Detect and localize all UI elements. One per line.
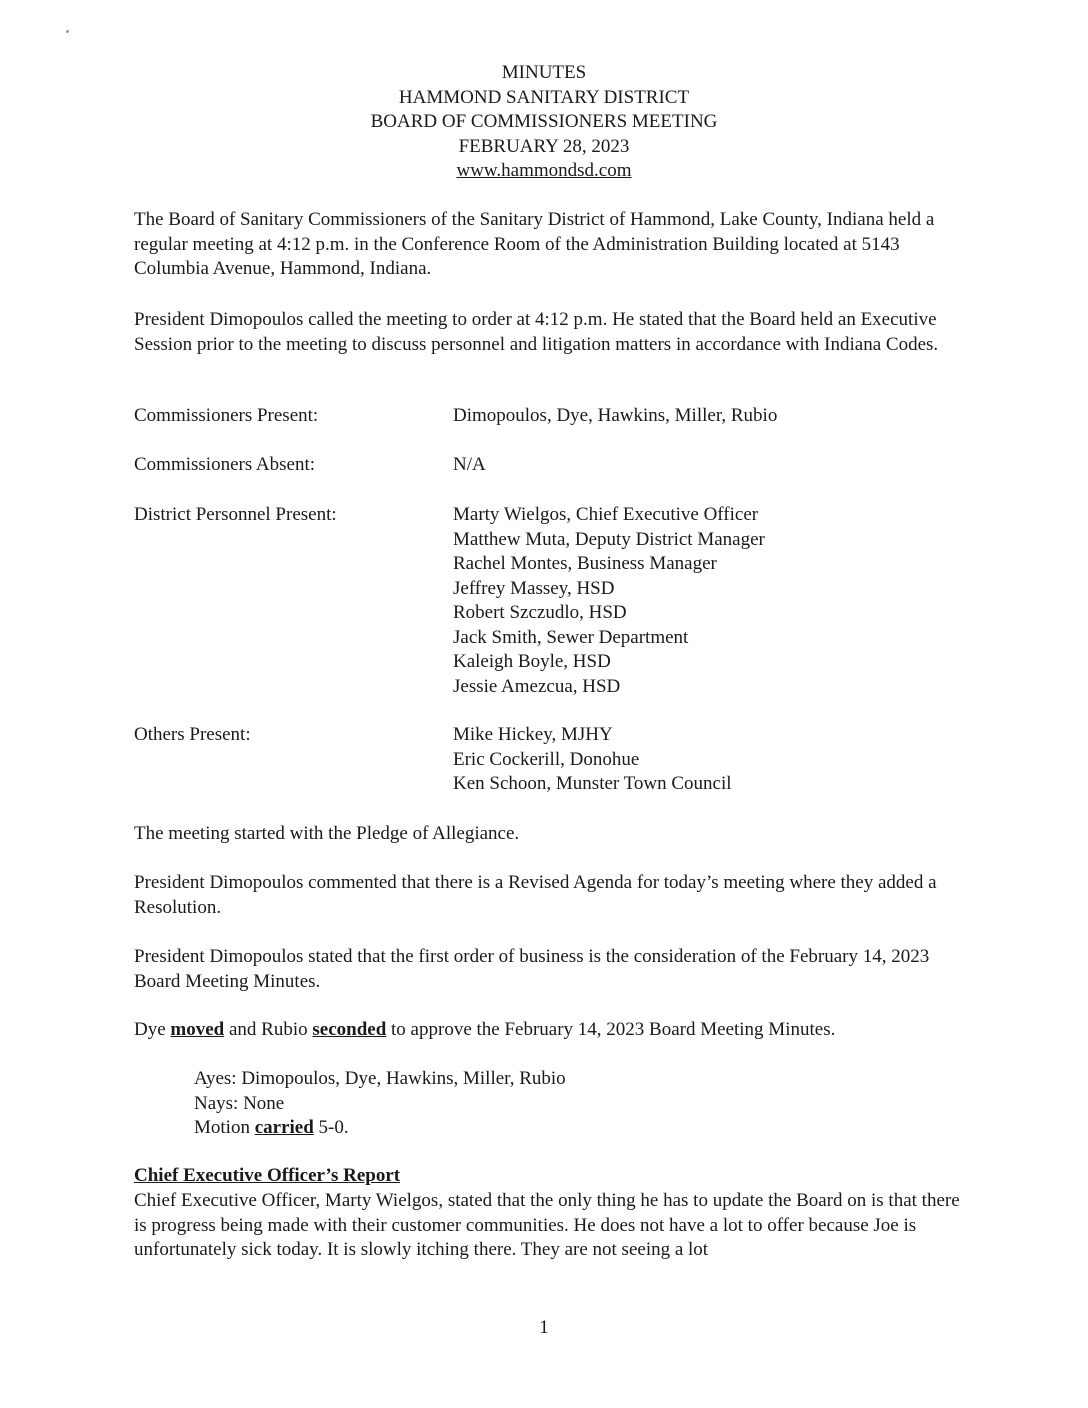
personnel-item: Jeffrey Massey, HSD — [453, 577, 615, 599]
motion-paragraph — [134, 1018, 964, 1043]
commissioners-absent-value: N/A — [453, 454, 486, 475]
personnel-item: Kaleigh Boyle, HSD — [453, 651, 611, 672]
call-to-order-paragraph: President Dimopoulos called the meeting to order at 4:12 p.m. He stated that the Board held an Executive Session prior to the meeting to discuss personnel and litigation matters in accordance with Indiana Codes. — [134, 309, 939, 355]
moved-keyword: moved — [170, 1019, 225, 1040]
carried-keyword: carried — [254, 1117, 314, 1138]
commissioners-absent-label: Commissioners Absent: — [134, 454, 316, 475]
personnel-item: Robert Szczudlo, HSD — [453, 602, 627, 623]
personnel-item: Marty Wielgos, Chief Executive Officer — [453, 504, 759, 525]
scan-speck — [66, 30, 69, 33]
personnel-item: Matthew Muta, Deputy District Manager — [453, 528, 765, 550]
header-date: FEBRUARY 28, 2023 — [458, 135, 630, 157]
district-personnel-list — [453, 503, 953, 699]
personnel-item: Jack Smith, Sewer Department — [453, 626, 689, 648]
commissioners-present-label: Commissioners Present: — [134, 405, 319, 426]
motion-result-prefix: Motion — [194, 1117, 255, 1138]
first-order-paragraph: President Dimopoulos stated that the first order of business is the consideration of the February 14, 2023 Board Meeting Minutes. — [134, 946, 930, 992]
district-personnel-label: District Personnel Present: — [134, 504, 337, 525]
motion-text: and Rubio — [224, 1019, 313, 1040]
personnel-item: Rachel Montes, Business Manager — [453, 553, 717, 574]
header-url-link[interactable]: www.hammondsd.com — [456, 160, 632, 181]
vote-block — [194, 1067, 566, 1141]
others-item: Ken Schoon, Munster Town Council — [453, 773, 732, 794]
ayes-line: Ayes: Dimopoulos, Dye, Hawkins, Miller, Rubio — [194, 1068, 566, 1089]
motion-result-suffix: 5-0. — [313, 1117, 349, 1138]
document-header — [0, 61, 1088, 184]
commissioners-present-value: Dimopoulos, Dye, Hawkins, Miller, Rubio — [453, 405, 778, 426]
nays-line: Nays: None — [194, 1092, 285, 1114]
page-number: 1 — [539, 1317, 549, 1338]
revised-agenda-paragraph: President Dimopoulos commented that there is a Revised Agenda for today’s meeting where they added a Resolution. — [134, 872, 937, 918]
intro-paragraph: The Board of Sanitary Commissioners of the Sanitary District of Hammond, Lake County, Indiana held a regular meeting at 4:12 p.m. in the Conference Room of the Administration Building located at 5143 Columbia Avenue, Hammond, Indiana. — [134, 209, 935, 279]
others-present-label: Others Present: — [134, 724, 251, 745]
others-present-list — [453, 723, 953, 797]
motion-text: to approve the February 14, 2023 Board Meeting Minutes. — [386, 1019, 836, 1040]
pledge-paragraph: The meeting started with the Pledge of Allegiance. — [134, 823, 520, 844]
others-item: Mike Hickey, MJHY — [453, 724, 613, 745]
header-meeting: BOARD OF COMMISSIONERS MEETING — [370, 111, 718, 132]
motion-result-line — [194, 1116, 566, 1141]
others-item: Eric Cockerill, Donohue — [453, 748, 640, 770]
ceo-report-heading: Chief Executive Officer’s Report — [134, 1165, 401, 1186]
personnel-item: Jessie Amezcua, HSD — [453, 675, 621, 697]
header-minutes: MINUTES — [501, 62, 587, 83]
seconded-keyword: seconded — [312, 1019, 387, 1040]
ceo-report-paragraph: Chief Executive Officer, Marty Wielgos, stated that the only thing he has to update the Board on is that there is progress being made with their customer communities. He does not have a lot to offer because Joe is unfortunately sick today. It is slowly itching there. They are not seeing a lot — [134, 1190, 960, 1260]
header-district: HAMMOND SANITARY DISTRICT — [398, 86, 690, 108]
motion-text: Dye — [134, 1019, 171, 1040]
